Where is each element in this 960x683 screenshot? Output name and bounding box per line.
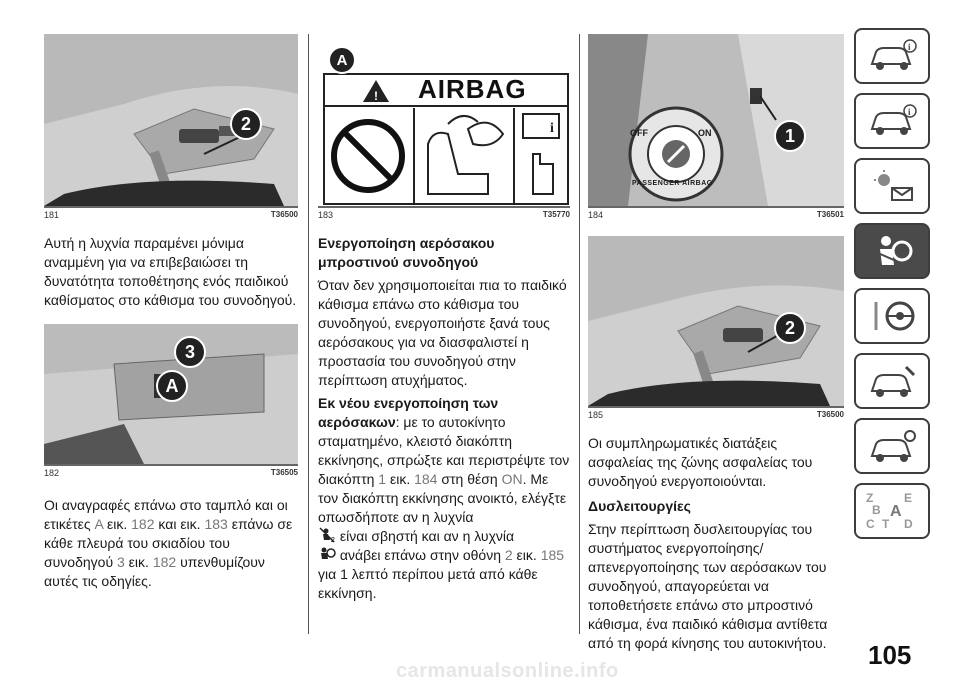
- column-1: [44, 34, 298, 591]
- page-number: 105: [868, 640, 912, 670]
- car-specs-icon: [866, 428, 918, 464]
- steering-wheel-icon: [866, 298, 918, 334]
- figure-code: T36501: [816, 210, 844, 219]
- tab-index[interactable]: [854, 483, 930, 539]
- airbag-indicator-icon: [318, 546, 336, 560]
- chapter-tabs: [854, 28, 960, 548]
- section-heading: Ενεργοποίηση αερόσακου μπροστινού συνοδηγού: [318, 235, 495, 270]
- tab-steering-wheel[interactable]: [854, 288, 930, 344]
- figure-caption: [588, 206, 844, 232]
- section-heading: Δυσλειτουργίες: [588, 498, 691, 514]
- callout-3: 3: [174, 336, 206, 368]
- tab-warning-lights[interactable]: [854, 158, 930, 214]
- paragraph: Αυτή η λυχνία παραμένει μόνιμα αναμμένη για να επιβεβαιώσει τη δυνατότητα τοποθέτησης ενός παιδικού καθίσματος στο κάθισμα του συνοδηγού.: [44, 235, 297, 308]
- svg-text:!: !: [374, 89, 378, 103]
- callout-2: 2: [774, 312, 806, 344]
- figure-181: [44, 34, 298, 206]
- tab-airbag-seat[interactable]: [854, 223, 930, 279]
- figure-caption: [318, 206, 570, 232]
- switch-off-label: OFF: [630, 128, 648, 138]
- switch-on-label: ON: [698, 128, 712, 138]
- label-a: A: [328, 46, 356, 74]
- svg-text:i: i: [908, 42, 911, 52]
- airbag-seat-icon: [866, 233, 918, 269]
- column-divider: [308, 34, 309, 634]
- figure-number: 185: [588, 410, 604, 420]
- svg-text:i: i: [908, 107, 911, 117]
- column-divider: [579, 34, 580, 634]
- paragraph: Όταν δεν χρησιμοποιείται πια το παιδικό κάθισμα επάνω στο κάθισμα του συνοδηγού, ενεργοποιήστε ξανά τους αερόσακους για να διασφαλιστεί η προστασία του συνοδηγού στην περίπτωση ατυχήματος.: [318, 277, 567, 388]
- figure-caption: [588, 406, 844, 432]
- airbag-off-warning-icon: [318, 527, 336, 541]
- car-info-icon: [866, 38, 918, 74]
- watermark: carmanualsonline.info: [396, 660, 619, 682]
- figure-184: [588, 34, 844, 206]
- tab-car-specs[interactable]: [854, 418, 930, 474]
- callout-2: 2: [230, 108, 262, 140]
- figure-caption: [44, 464, 298, 490]
- paragraph: Οι αναγραφές επάνω στο ταμπλό και οι ετικέτες A εικ. 182 και εικ. 183 επάνω σε κάθε πλευρά του σκιαδίου του συνοδηγού 3 εικ. 182 υπενθυμίζουν αυτές τις οδηγίες.: [44, 497, 293, 589]
- paragraph: Εκ νέου ενεργοποίηση των αερόσακων: με το αυτοκίνητο σταματημένο, κλειστό διακόπτη εκκίνησης, σπρώξτε και περιστρέψτε τον διακόπτη 1 εικ. 184 στη θέση ON. Με τον διακόπτη εκκίνησης ανοικτό, ελέγξτε οπωσδήποτε αν η λυχνία 2 είναι σβηστή και αν η λυχνία ανάβει επάνω στην οθόνη 2 εικ. 185 για 1 λεπτό περίπου μετά από κάθε εκκίνηση.: [318, 395, 570, 601]
- airbag-banner-text: AIRBAG: [418, 74, 527, 104]
- switch-ring-label: PASSENGER AIRBAG: [632, 180, 713, 187]
- figure-code: T35770: [542, 210, 570, 219]
- car-service-icon: [866, 363, 918, 399]
- svg-text:2: 2: [331, 537, 335, 543]
- index-icon: Z E B A C T D: [866, 491, 913, 531]
- tab-car-check[interactable]: [854, 93, 930, 149]
- figure-code: T36505: [270, 468, 298, 477]
- paragraph: Οι συμπληρωματικές διατάξεις ασφαλείας της ζώνης ασφαλείας του συνοδηγού ενεργοποιούνται.: [588, 435, 813, 489]
- figure-code: T36500: [270, 210, 298, 219]
- column-3: [588, 34, 844, 653]
- car-check-icon: [866, 103, 918, 139]
- figure-number: 184: [588, 210, 604, 220]
- column-2: [318, 34, 570, 603]
- figure-182: [44, 324, 298, 464]
- figure-number: 181: [44, 210, 60, 220]
- label-a: A: [156, 370, 188, 402]
- paragraph: Στην περίπτωση δυσλειτουργίας του συστήματος ενεργοποίησης/ απενεργοποίησης των αερόσακων του συνοδηγού, απαγορεύεται να τοποθετήσετε επάνω στο μπροστινό κάθισμα, ένα παιδικό κάθισμα αντίθετα από τη φορά κίνησης του αυτοκινήτου.: [588, 521, 828, 651]
- figure-caption: [44, 206, 298, 232]
- callout-1: 1: [774, 120, 806, 152]
- figure-number: 183: [318, 210, 334, 220]
- tab-car-info[interactable]: [854, 28, 930, 84]
- figure-185: [588, 236, 844, 406]
- figure-183: [318, 34, 570, 206]
- figure-code: T36500: [816, 410, 844, 419]
- tab-car-service[interactable]: [854, 353, 930, 409]
- warning-lights-icon: [866, 168, 918, 204]
- svg-text:i: i: [550, 121, 554, 136]
- figure-number: 182: [44, 468, 60, 478]
